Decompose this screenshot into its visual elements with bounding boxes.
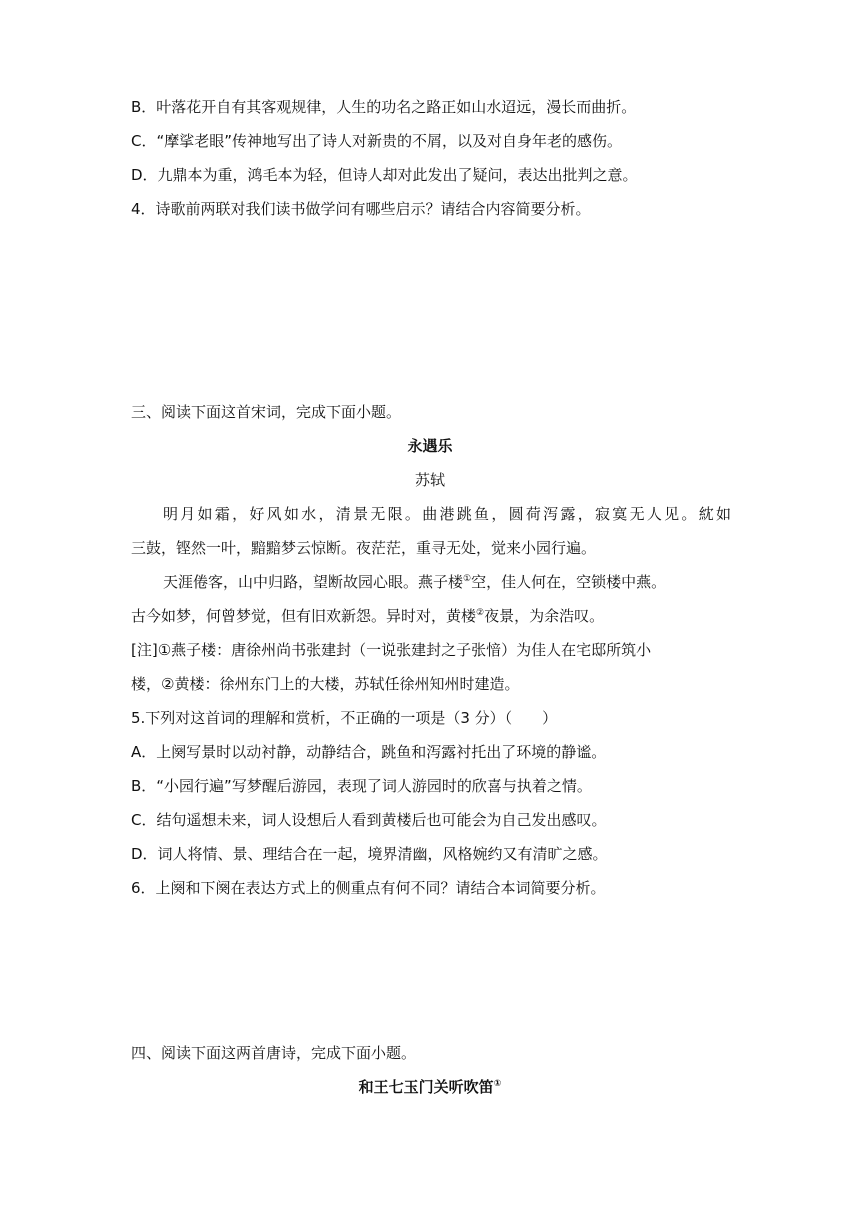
note-line-1: [注]①燕子楼：唐徐州尚书张建封（一说张建封之子张愔）为佳人在宅邸所筑小 — [131, 641, 652, 659]
poem-title-2: 和王七玉门关听吹笛① — [358, 1078, 502, 1096]
question-6: 6．上阕和下阕在表达方式上的侧重点有何不同？请结合本词简要分析。 — [131, 879, 606, 897]
q5-option-d: D．词人将情、景、理结合在一起，境界清幽，风格婉约又有清旷之感。 — [131, 845, 608, 863]
q5-option-b: B．“小园行遍”写梦醒后游园，表现了词人游园时的欣喜与执着之情。 — [131, 777, 592, 795]
note-line-2: 楼，②黄楼：徐州东门上的大楼，苏轼任徐州知州时建造。 — [131, 675, 520, 693]
q3-option-d: D．九鼎本为重，鸿毛本为轻，但诗人却对此发出了疑问，表达出批判之意。 — [131, 166, 638, 184]
poem-para1-line2: 三鼓，铿然一叶，黯黯梦云惊断。夜茫茫，重寻无处，觉来小园行遍。 — [131, 539, 597, 557]
section-3-heading: 三、阅读下面这首宋词，完成下面小题。 — [131, 403, 402, 421]
question-4: 4．诗歌前两联对我们读书做学问有哪些启示？请结合内容简要分析。 — [131, 200, 591, 218]
q5-option-c: C．结句遥想未来，词人设想后人看到黄楼后也可能会为自己发出感叹。 — [131, 811, 607, 829]
footnote-mark-1: ① — [463, 574, 472, 584]
poem-author: 苏轼 — [414, 471, 445, 489]
q3-option-c: C．“摩挲老眼”传神地写出了诗人对新贵的不屑，以及对自身年老的感伤。 — [131, 132, 623, 150]
question-5: 5.下列对这首词的理解和赏析，不正确的一项是（3 分）（ ） — [131, 709, 558, 727]
q3-option-b: B．叶落花开自有其客观规律，人生的功名之路正如山水迢远，漫长而曲折。 — [131, 98, 637, 116]
footnote-mark-3: ① — [493, 1079, 502, 1089]
poem-para2-line1: 天涯倦客，山中归路，望断故园心眼。燕子楼①空，佳人何在，空锁楼中燕。 — [163, 573, 667, 591]
poem-para1-line1: 明月如霜，好风如水，清景无限。曲港跳鱼，圆荷泻露，寂寞无人见。紞如 — [163, 505, 731, 523]
poem-title: 永遇乐 — [407, 437, 453, 455]
q5-option-a: A．上阕写景时以动衬静，动静结合，跳鱼和泻露衬托出了环境的静谧。 — [131, 743, 607, 761]
footnote-mark-2: ② — [476, 608, 485, 618]
poem-para2-line2: 古今如梦，何曾梦觉，但有旧欢新怨。异时对，黄楼②夜景，为余浩叹。 — [131, 607, 605, 625]
section-4-heading: 四、阅读下面这两首唐诗，完成下面小题。 — [131, 1044, 417, 1062]
